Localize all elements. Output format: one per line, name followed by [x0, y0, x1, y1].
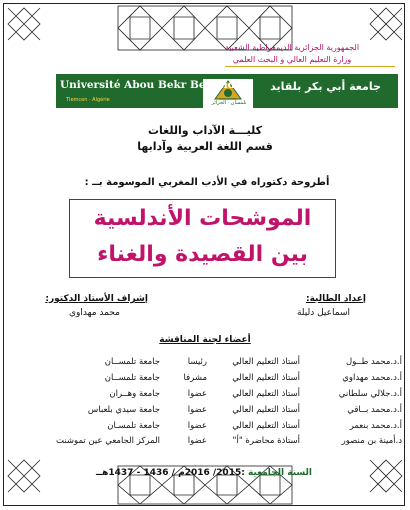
member-institution: جامعة وهــران [109, 389, 160, 399]
member-role: عضوا [187, 421, 207, 431]
member-institution: جامعة تلمسـان [107, 421, 160, 431]
header-rule [225, 66, 395, 67]
table-row [0, 357, 410, 371]
member-rank: أستاذة محاضرة "أ" [232, 436, 300, 446]
table-row [0, 405, 410, 419]
member-name: أ.د.جلالي سلطاني [338, 389, 402, 399]
committee-title: أعضاء لجنة المناقشة [159, 335, 251, 345]
member-name: أ.د.محمد مهداوي [342, 373, 402, 383]
member-rank: أستاذ التعليم العالي [232, 405, 300, 415]
member-role: رئيسا [187, 357, 207, 367]
member-rank: أستاذ التعليم العالي [232, 421, 300, 431]
member-institution: جامعة تلمســان [104, 373, 160, 383]
table-row [0, 373, 410, 387]
member-name: أ.د.محمد بنعمر [349, 421, 402, 431]
academic-year-label: السنة الجامعية [247, 468, 312, 478]
table-row [0, 421, 410, 435]
logo-caption: تلمسان · الجزائر [211, 100, 247, 106]
title-line-1: الموشحات الأندلسية [93, 206, 312, 231]
member-rank: أستاذ التعليم العالي [232, 373, 300, 383]
student-label: إعداد الطالبة: [306, 294, 366, 304]
member-institution: جامعة تلمســان [104, 357, 160, 367]
member-role: عضوا [187, 389, 207, 399]
member-role: عضوا [187, 436, 207, 446]
academic-year [70, 468, 338, 478]
member-name: أ.د.محمد بــاقي [347, 405, 402, 415]
table-row [0, 436, 410, 450]
member-name: أ.د.محمد طــول [346, 357, 402, 367]
member-rank: أستاذ التعليم العالي [232, 357, 300, 367]
department-name: قسم اللغة العربية وآدابها [137, 140, 273, 153]
member-rank: أستاذ التعليم العالي [232, 389, 300, 399]
republic-line: الجمهورية الجزائرية الديمقراطية الشعبية [224, 43, 360, 52]
member-institution: المركز الجامعي عين تموشنت [56, 436, 160, 446]
university-subtitle-fr: Tlemcen · Algérie [66, 97, 110, 103]
supervisor-name: محمد مهداوي [68, 308, 120, 318]
ministry-line: وزارة التعليم العالي و البحث العلمي [232, 55, 352, 64]
university-name-fr: Université Abou Bekr Belkaid [60, 79, 235, 91]
title-line-2: بين القصيدة والغناء [97, 242, 308, 267]
member-role: مشرفا [183, 373, 207, 383]
member-role: عضوا [187, 405, 207, 415]
supervisor-label: إشراف الأستاذ الدكتور: [45, 294, 148, 304]
table-row [0, 389, 410, 403]
student-name: اسماعيل دليلة [296, 308, 350, 318]
academic-year-value: :2015/ 2016م / 1436 - 1437هــ [95, 468, 245, 478]
university-name-ar: جامعة أبي بكر بلقايد [270, 80, 381, 93]
member-institution: جامعة سيدي بلعباس [87, 405, 160, 415]
member-name: د.أمينة بن منصور [341, 436, 402, 446]
faculty-name: كليـــة الآداب واللغات [147, 124, 263, 137]
thesis-intro: أطروحة دكتوراه في الأدب المغربي الموسومة بــ : [84, 177, 330, 188]
